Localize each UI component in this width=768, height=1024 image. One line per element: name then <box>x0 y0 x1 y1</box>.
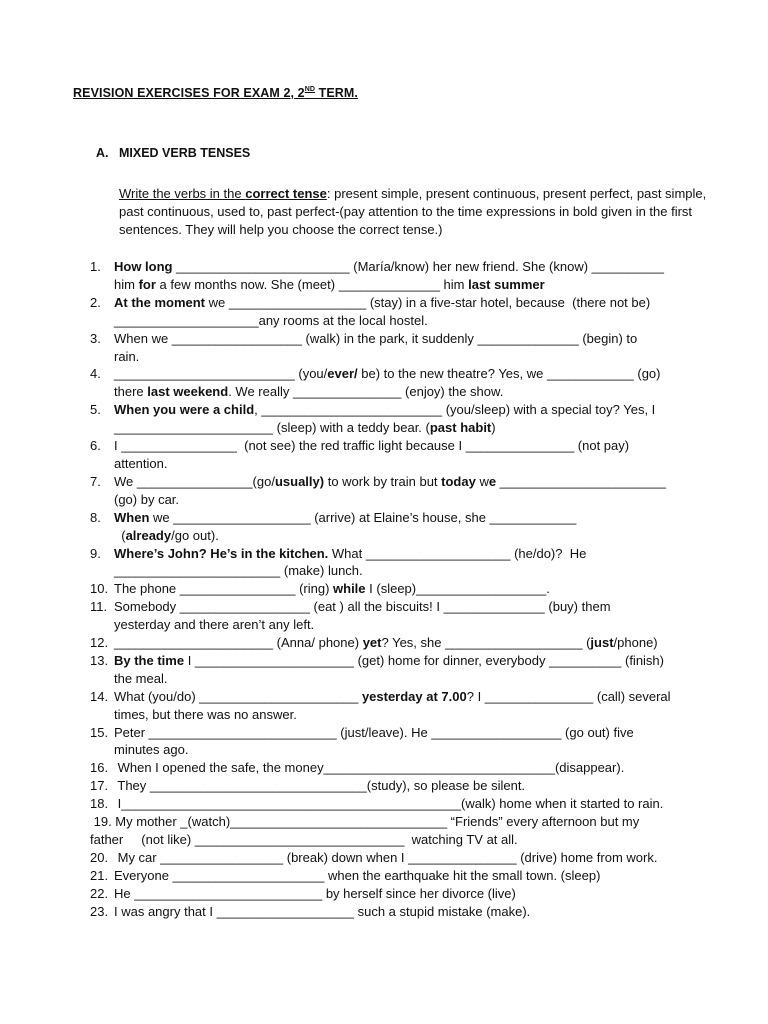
exercise-text: ____________________any rooms at the local hostel. <box>114 312 428 328</box>
exercise-text: ( <box>114 527 126 543</box>
exercise-line <box>114 365 720 383</box>
exercise-line <box>90 831 720 849</box>
exercise-text: I_______________________________________________(walk) home when it started to rain. <box>114 796 664 812</box>
exercise-line <box>114 545 720 563</box>
exercise-text: I was angry that I ___________________ such a stupid mistake (make). <box>114 903 531 919</box>
exercise-text: _______________________ (make) lunch. <box>114 563 363 579</box>
exercise-item <box>90 473 720 509</box>
exercise-line <box>114 294 720 312</box>
exercise-text: father (not like) _____________________________ watching TV at all. <box>90 832 518 847</box>
exercise-number: 2. <box>90 294 101 310</box>
exercise-number: 5. <box>90 402 101 418</box>
bold-text: yet <box>362 635 382 651</box>
exercise-text: minutes ago. <box>114 742 189 758</box>
exercise-line <box>114 688 720 706</box>
exercise-line <box>114 598 720 616</box>
exercise-text: /phone) <box>613 635 658 651</box>
exercise-text: yesterday and there aren’t any left. <box>114 617 315 633</box>
exercise-item <box>90 509 720 545</box>
exercise-item <box>90 437 720 473</box>
exercise-text: there <box>114 384 148 400</box>
exercise-number: 17. <box>90 778 109 794</box>
exercise-text: They ______________________________(study), so please be silent. <box>114 778 526 794</box>
bold-text: At the moment <box>114 294 205 310</box>
title-tail: TERM. <box>315 86 359 100</box>
exercise-text: ) <box>491 420 496 436</box>
exercise-text: What ____________________ (he/do)? He <box>328 545 587 561</box>
exercise-number: 8. <box>90 509 101 525</box>
exercise-line <box>114 473 720 491</box>
bold-text: yesterday at 7.00 <box>361 688 467 704</box>
exercise-item <box>90 634 720 652</box>
exercise-line <box>114 455 720 473</box>
exercise-number: 16. <box>90 760 109 776</box>
exercise-item <box>90 688 720 724</box>
exercise-number: 12. <box>90 635 109 651</box>
exercise-text: to work by train but <box>324 473 442 489</box>
exercise-text: Peter __________________________ (just/leave). He __________________ (go out) five <box>114 724 634 740</box>
exercise-item <box>90 330 720 366</box>
exercise-text: we ___________________ (stay) in a five-star hotel, because (there not be) <box>205 294 651 310</box>
exercise-line <box>114 527 720 545</box>
exercise-line <box>114 652 720 670</box>
exercise-line <box>114 903 720 921</box>
exercise-item <box>90 867 720 885</box>
exercise-line <box>114 437 720 455</box>
exercise-text: Everyone _____________________ when the earthquake hit the small town. (sleep) <box>114 867 601 883</box>
exercise-text: I (sleep)__________________. <box>365 581 550 597</box>
exercise-text: ______________________ (sleep) with a teddy bear. ( <box>114 420 430 436</box>
exercise-line <box>114 741 720 759</box>
exercise-text: _________________________ (you/ <box>114 366 328 382</box>
exercise-number: 9. <box>90 545 101 561</box>
exercise-item <box>90 652 720 688</box>
exercise-line <box>114 312 720 330</box>
title-superscript: ND <box>304 86 316 93</box>
exercise-number: 1. <box>90 259 101 274</box>
exercise-text: ? I _______________ (call) several <box>466 688 671 704</box>
bold-text: last weekend <box>147 384 229 400</box>
exercise-text: a few months now. She (meet) ______________ him <box>155 276 469 292</box>
exercise-text: What (you/do) ______________________ <box>114 688 362 704</box>
instructions-lead: Write the verbs in the <box>119 186 246 201</box>
exercise-text: I ________________ (not see) the red traffic light because I _______________ (not pay) <box>114 438 630 454</box>
exercise-line <box>114 759 720 777</box>
exercise-text: (go) by car. <box>114 491 180 507</box>
section-heading <box>96 146 250 160</box>
section-title: MIXED VERB TENSES <box>119 146 251 160</box>
exercise-line <box>114 330 720 348</box>
exercise-text: ? Yes, she ___________________ ( <box>381 635 591 651</box>
exercise-text: be) to the new theatre? Yes, we ____________ (go) <box>357 366 661 382</box>
exercise-line <box>114 258 720 276</box>
exercise-item <box>90 777 720 795</box>
exercise-text: We ________________(go/ <box>114 473 275 489</box>
section-letter: A. <box>96 146 109 160</box>
exercise-number: 4. <box>90 366 101 382</box>
exercise-text: Somebody __________________ (eat ) all the biscuits! I ______________ (buy) them <box>114 599 611 615</box>
exercise-line <box>114 276 720 294</box>
exercise-text: him <box>114 276 139 292</box>
exercise-number: 7. <box>90 473 101 489</box>
exercise-text: attention. <box>114 455 168 471</box>
exercise-text: . We really _______________ (enjoy) the show. <box>228 384 504 400</box>
exercise-number: 13. <box>90 652 109 668</box>
exercise-list <box>90 258 720 921</box>
bold-text: When <box>114 509 150 525</box>
exercise-text: My car _________________ (break) down when I _______________ (drive) home from work. <box>114 849 658 865</box>
bold-text: while <box>333 581 366 597</box>
bold-text: last summer <box>468 276 545 292</box>
exercise-line <box>114 580 720 598</box>
exercise-item <box>90 849 720 867</box>
title-text: REVISION EXERCISES FOR EXAM 2, 2 <box>73 86 305 100</box>
exercise-item <box>90 258 720 294</box>
exercise-text: times, but there was no answer. <box>114 706 297 722</box>
exercise-text: He __________________________ by herself since her divorce (live) <box>114 885 516 901</box>
instructions-emphasis: correct tense <box>245 186 327 201</box>
bold-text: When you were a child <box>114 402 255 418</box>
exercise-line <box>114 885 720 903</box>
bold-text: already <box>125 527 172 543</box>
bold-text: for <box>138 276 156 292</box>
exercise-line <box>114 706 720 724</box>
exercise-line <box>90 813 720 831</box>
exercise-item <box>90 795 720 813</box>
exercise-line <box>114 867 720 885</box>
bold-text: e <box>488 473 497 489</box>
exercise-item <box>90 365 720 401</box>
exercise-item <box>90 759 720 777</box>
exercise-item <box>90 885 720 903</box>
exercise-line <box>114 383 720 401</box>
exercise-line <box>114 562 720 580</box>
instructions-rest: : present simple, present continuous, present perfect, past simple, past continuous, used to, past perfect-(pay attention to the time expressions in bold given in the first sentences. They will help you choose the correct tense.) <box>119 186 707 237</box>
instructions <box>119 185 709 238</box>
exercise-item <box>90 545 720 581</box>
exercise-line <box>114 491 720 509</box>
exercise-line <box>114 795 720 813</box>
exercise-line <box>114 616 720 634</box>
exercise-line <box>114 348 720 366</box>
bold-text: today <box>441 473 476 489</box>
exercise-number: 23. <box>90 903 109 919</box>
exercise-text: , _________________________ (you/sleep) with a special toy? Yes, I <box>254 402 656 418</box>
exercise-line <box>114 419 720 437</box>
exercise-text: the meal. <box>114 670 168 686</box>
exercise-line <box>114 670 720 688</box>
exercise-line <box>114 724 720 742</box>
bold-text: ever/ <box>327 366 358 382</box>
exercise-number: 18. <box>90 796 109 812</box>
exercise-line <box>114 401 720 419</box>
bold-text: just <box>590 635 614 651</box>
bold-text: past habit <box>429 420 492 436</box>
exercise-number: 22. <box>90 885 109 901</box>
exercise-item <box>90 724 720 760</box>
bold-text: Where’s John? He’s in the kitchen. <box>114 545 329 561</box>
exercise-text: ______________________ (Anna/ phone) <box>114 635 363 651</box>
exercise-number: 20. <box>90 849 109 865</box>
exercise-item <box>90 294 720 330</box>
exercise-line <box>114 509 720 527</box>
exercise-line <box>114 777 720 795</box>
exercise-text: ________________________ (María/know) her new friend. She (know) __________ <box>172 259 664 274</box>
exercise-number: 21. <box>90 867 109 883</box>
exercise-number: 14. <box>90 688 109 704</box>
exercise-text: 19. My mother _(watch)______________________________ “Friends” every afternoon but my <box>90 814 640 830</box>
exercise-item <box>90 813 720 849</box>
exercise-text: rain. <box>114 348 140 364</box>
exercise-text: I ______________________ (get) home for dinner, everybody __________ (finish) <box>184 652 664 668</box>
exercise-text: w <box>475 473 489 489</box>
bold-text: usually) <box>274 473 325 489</box>
exercise-text: /go out). <box>171 527 219 543</box>
exercise-text: When I opened the safe, the money________________________________(disappear). <box>114 760 625 776</box>
exercise-number: 3. <box>90 330 101 346</box>
exercise-text: _______________________ <box>496 473 666 489</box>
exercise-item <box>90 598 720 634</box>
exercise-number: 15. <box>90 724 109 740</box>
exercise-number: 11. <box>90 599 108 615</box>
exercise-line <box>114 634 720 652</box>
exercise-text: When we __________________ (walk) in the park, it suddenly ______________ (begin) to <box>114 330 638 346</box>
exercise-number: 10. <box>90 581 109 597</box>
exercise-text: we ___________________ (arrive) at Elaine’s house, she ____________ <box>149 509 577 525</box>
bold-text: How long <box>114 259 173 274</box>
exercise-item <box>90 401 720 437</box>
exercise-number: 6. <box>90 438 101 454</box>
exercise-line <box>114 849 720 867</box>
exercise-text: The phone ________________ (ring) <box>114 581 334 597</box>
page-title <box>73 86 358 100</box>
exercise-item <box>90 580 720 598</box>
bold-text: By the time <box>114 652 185 668</box>
exercise-item <box>90 903 720 921</box>
